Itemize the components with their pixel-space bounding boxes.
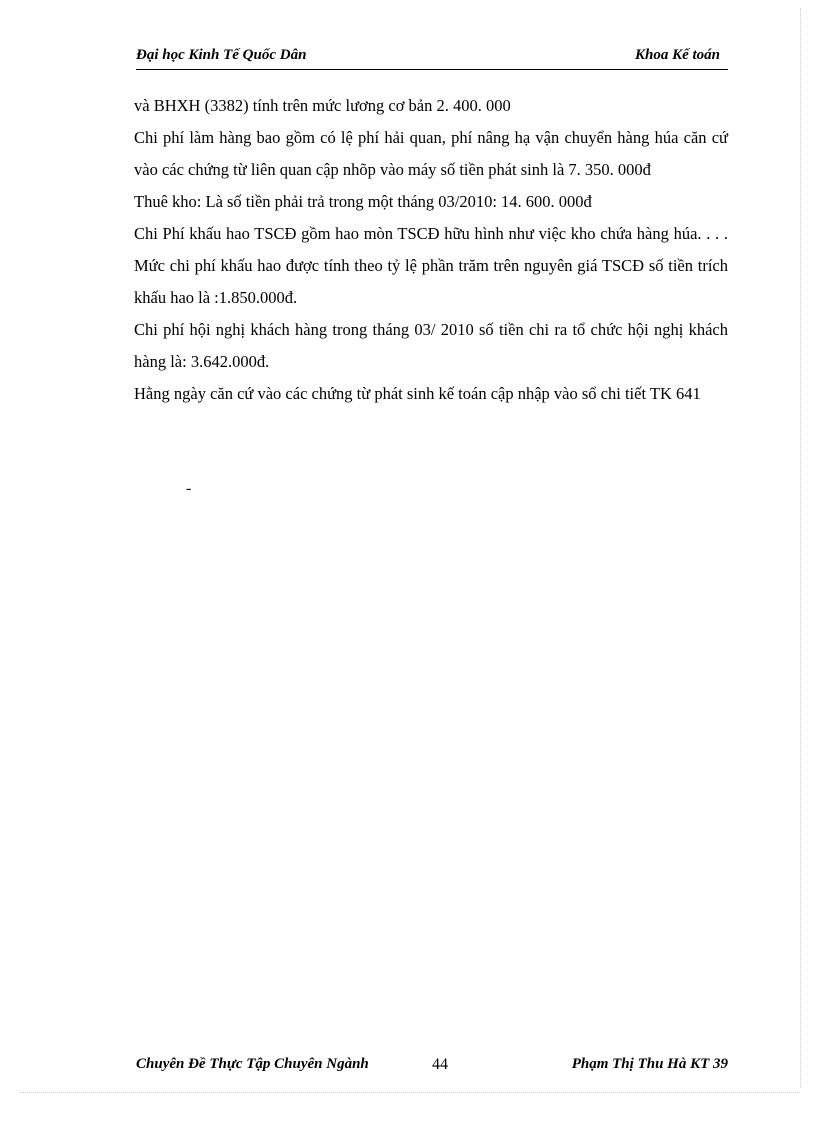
- paragraph-daily-update: Hằng ngày căn cứ vào các chứng từ phát sinh kế toán cập nhập vào sổ chi tiết TK 641: [134, 384, 701, 403]
- page-edge-right: [800, 8, 801, 1088]
- page-number: 44: [432, 1056, 448, 1073]
- paragraph-handling-cost: Chi phí làm hàng bao gồm có lệ phí hải quan, phí nâng hạ vận chuyển hàng húa căn cứ vào các chứng từ liên quan cập nhõp vào máy số tiền phát sinh là 7. 350. 000đ: [134, 128, 728, 179]
- header-university: Đại học Kinh Tế Quốc Dân: [136, 47, 307, 63]
- page-edge-bottom: [20, 1092, 800, 1093]
- paragraph-depreciation: Chi Phí khấu hao TSCĐ gồm hao mòn TSCĐ hữu hình như việc kho chứa hàng húa. . . . Mức chi phí khấu hao được tính theo tỷ lệ phần trăm trên nguyên giá TSCĐ số tiền trích khấu hao là :1.850.000đ.: [134, 224, 728, 307]
- header-faculty: Khoa Kế toán: [634, 47, 720, 63]
- footer-title: Chuyên Đề Thực Tập Chuyên Ngành: [136, 1056, 369, 1072]
- footer-author: Phạm Thị Thu Hà KT 39: [571, 1056, 728, 1072]
- page-header: [136, 47, 728, 70]
- document-body: [134, 90, 728, 410]
- paragraph-conference-cost: Chi phí hội nghị khách hàng trong tháng 03/ 2010 số tiền chi ra tổ chức hội nghị khách hàng là: 3.642.000đ.: [134, 320, 728, 371]
- page-footer: [136, 1056, 728, 1080]
- paragraph-warehouse-rent: Thuê kho: Là số tiền phải trả trong một tháng 03/2010: 14. 600. 000đ: [134, 192, 592, 211]
- paragraph-bhxh: và BHXH (3382) tính trên mức lương cơ bản 2. 400. 000: [134, 96, 511, 115]
- list-dash: -: [186, 480, 192, 497]
